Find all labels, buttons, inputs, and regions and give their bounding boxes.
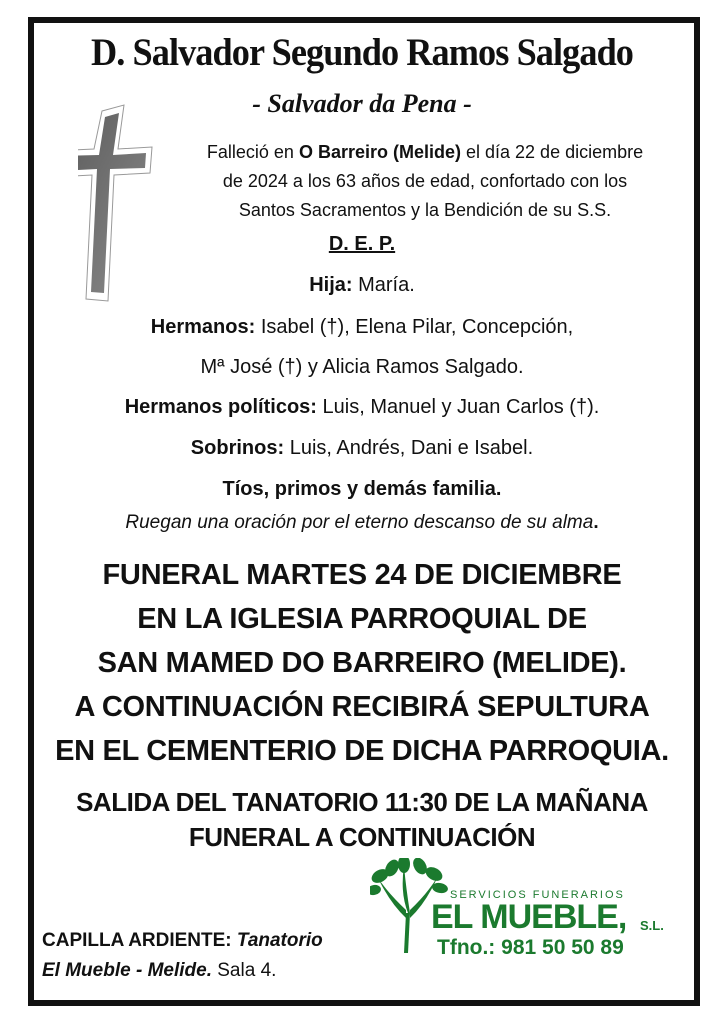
- family-siblings-cont: Mª José (†) y Alicia Ramos Salgado.: [200, 356, 524, 378]
- siblings-label: Hermanos:: [150, 316, 256, 338]
- daughter-names: María.: [352, 274, 415, 296]
- nephews-label: Sobrinos:: [190, 437, 285, 459]
- logo-phone: Tfno.: 981 50 50 89: [437, 936, 624, 959]
- family-others: Tíos, primos y demás familia.: [222, 478, 502, 500]
- family-nephews: [0, 437, 724, 460]
- funeral-line: A CONTINUACIÓN RECIBIRÁ SEPULTURA: [74, 691, 650, 723]
- family-siblings-in-law: [0, 396, 724, 419]
- logo-suffix: S.L.: [640, 918, 664, 933]
- siblings-in-law-label: Hermanos políticos:: [124, 396, 317, 418]
- logo-name: EL MUEBLE,: [431, 898, 627, 936]
- death-date: el día 22 de diciembre: [461, 142, 644, 162]
- chapel-info: [42, 926, 323, 986]
- prayer-request: [0, 512, 724, 534]
- chapel-room: Sala 4.: [211, 960, 277, 981]
- funeral-line: SAN MAMED DO BARREIRO (MELIDE).: [97, 647, 627, 679]
- chapel-place: Tanatorio: [231, 930, 323, 951]
- deceased-name: D. Salvador Segundo Ramos Salgado: [90, 31, 634, 74]
- chapel-location: El Mueble - Melide.: [42, 960, 212, 981]
- funeral-line: EN LA IGLESIA PARROQUIAL DE: [137, 603, 587, 635]
- cross-icon: [78, 103, 154, 303]
- siblings-names: Isabel (†), Elena Pilar, Concepción,: [255, 316, 574, 338]
- death-place: O Barreiro (Melide): [298, 142, 461, 162]
- siblings-in-law-names: Luis, Manuel y Juan Carlos (†).: [316, 396, 600, 418]
- funeral-line: EN EL CEMENTERIO DE DICHA PARROQUIA.: [55, 735, 669, 767]
- family-siblings: [0, 316, 724, 339]
- prayer-text: Ruegan una oración por el eterno descanso de su alma: [125, 512, 594, 533]
- chapel-label: CAPILLA ARDIENTE:: [42, 930, 232, 951]
- family-daughter: [0, 274, 724, 297]
- daughter-label: Hija:: [309, 274, 353, 296]
- logo-subtitle: SERVICIOS FUNERARIOS: [450, 889, 625, 901]
- death-text: Falleció en: [206, 142, 299, 162]
- dep-text: D. E. P.: [328, 233, 396, 255]
- dep-heading: [0, 233, 724, 256]
- death-sacraments: Santos Sacramentos y la Bendición de su S.S.: [238, 200, 612, 220]
- departure-line: SALIDA DEL TANATORIO 11:30 DE LA MAÑANA: [76, 787, 648, 817]
- departure-line: FUNERAL A CONTINUACIÓN: [188, 822, 536, 852]
- death-details: [185, 138, 665, 225]
- nephews-names: Luis, Andrés, Dani e Isabel.: [284, 437, 534, 459]
- prayer-period: .: [593, 512, 599, 533]
- deceased-alias: - Salvador da Pena -: [252, 89, 472, 118]
- death-age: de 2024 a los 63 años de edad, confortado con los: [222, 171, 628, 191]
- funeral-line: FUNERAL MARTES 24 DE DICIEMBRE: [102, 559, 622, 591]
